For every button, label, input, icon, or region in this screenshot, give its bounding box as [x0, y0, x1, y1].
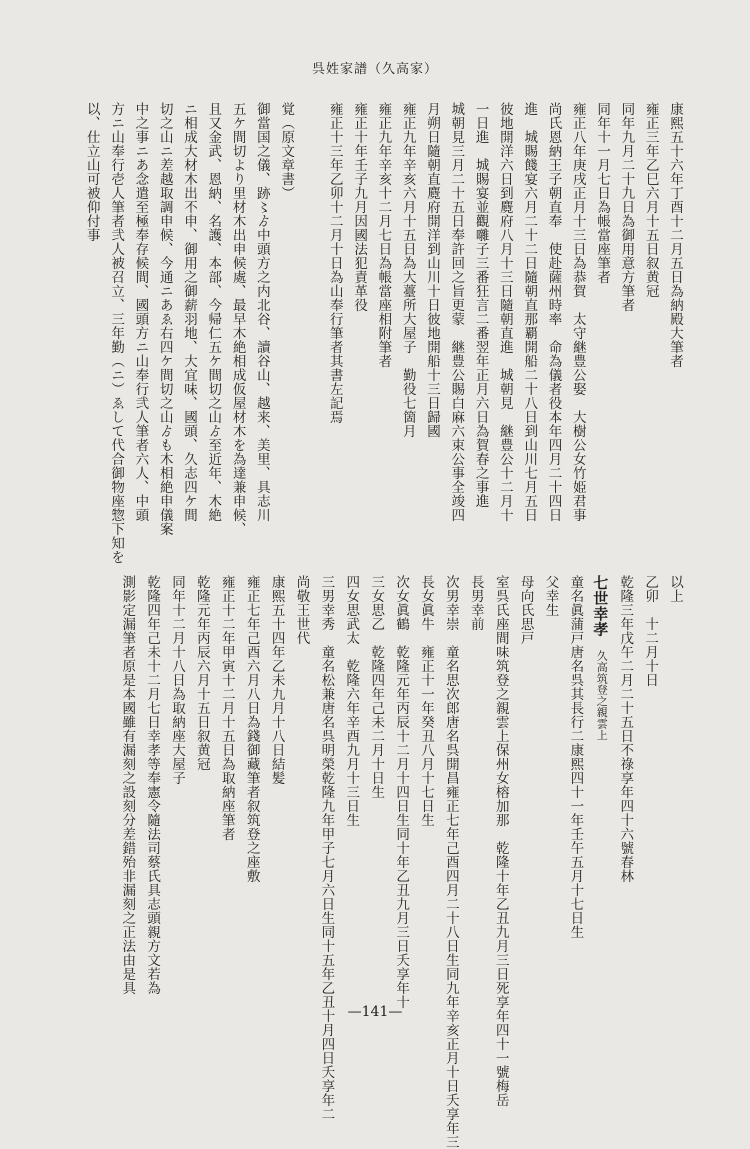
text-column: 方ニ山奉行壱人筆者弐人被召立、三年勤（ニ）ゑして代合御物座惣下知を	[108, 102, 125, 564]
text-column: 雍正八年庚戌正月十三日為恭賀 太守継豊公娶 大樹公女竹姫君事	[569, 102, 586, 522]
text-column: 雍正十二年甲寅十二月十五日為取納座筆者	[218, 575, 235, 841]
text-column: 雍正九年辛亥六月十五日為大薹所大屋子 勤役七箇月	[399, 102, 416, 438]
text-column: 雍正七年己酉六月八日為錢御藏筆者叙筑登之座敷	[243, 575, 260, 883]
text-column: 三男幸秀 童名松兼唐名呉明榮乾隆九年甲子七月六日生同十五年乙丑十月四日夭享年二	[318, 575, 335, 1121]
text-column: 切之山ニ差越取調申候、今通ニあゑ右四ケ間切之山ゟも木相絶申儀案	[156, 102, 173, 536]
text-column: 雍正十三年乙卯十二月十日為山奉行筆者其書左記焉	[326, 102, 343, 424]
text-column: 覚（原文章書）	[278, 102, 295, 200]
text-column: 雍正九年辛亥十二月七日為帳當座相附筆者	[375, 102, 392, 368]
text-column: 父幸生	[542, 575, 559, 617]
text-column: 乙卯 十二月十日	[642, 575, 659, 687]
text-column: 同年十一月七日為帳當座筆者	[594, 102, 611, 284]
page-number: —141—	[347, 1004, 403, 1020]
text-column: 雍正三年乙巳六月十五日叙黄冠	[642, 102, 659, 298]
text-column: 雍正十年壬子九月因國法犯責革役	[351, 102, 368, 312]
text-column: 中之事ニあ念遣至極奉存候間、國頭方ニ山奉行弐人筆者六人、中頭	[132, 102, 149, 522]
text-column: 尚氏恩納王子朝直奉 使赴薩州時率 命為儀者役本年四月二十四日	[545, 102, 562, 522]
text-column: 一日進 城賜宴並觀囃子三番狂言二番翌年正月六日為賀春之事進	[472, 102, 489, 508]
text-column: 室呉氏座間味筑登之親雲上保州女榕加那 乾隆十年乙丑九月三日死享年四十一號梅岳	[492, 575, 509, 1107]
running-header: 呉姓家譜（久高家）	[311, 62, 438, 77]
text-column: 五ケ間切より里材木出申候處、最早木絶相成仮屋材木を為達兼申候、	[229, 102, 246, 536]
text-column: 三女思乙 乾隆四年己未二月十日生	[368, 575, 385, 799]
text-column: 長女眞牛 雍正十一年癸丑八月十七日生	[418, 575, 434, 827]
text-column: 城朝見三月二十五日奉許回之旨更蒙 継豊公賜白麻六束公事全竣四	[448, 102, 465, 522]
text-column: 尚敬王世代	[293, 575, 310, 645]
text-column: 四女思武太 乾隆六年辛酉九月十三日生	[343, 575, 360, 827]
generation-heading-note: 久高筑登之親雲上	[595, 650, 609, 741]
text-column: 且又金武、恩納、名護、本部、今帰仁五ケ間切之山ゟ至近年、木絶	[205, 102, 222, 522]
text-column: 康熙五十六年丁酉十二月五日為納殿大筆者	[667, 102, 683, 368]
text-column: 彼地開洋六日到麑府八月十三日隨朝直進 城朝見 継豊公十二月十	[496, 102, 513, 522]
text-column: 乾隆四年己未十二月七日幸孝等奉憲令隨法司蔡氏具志頭親方文若為	[144, 575, 161, 995]
text-column: 測影定漏筆者原是本國雖有漏刻之設刻分差錯殆非漏刻之正法由是具	[119, 575, 136, 995]
text-column: 次男幸崇 童名思次郎唐名呉開昌雍正七年己酉四月二十八日生同九年辛亥正月十日夭享年三	[442, 575, 459, 1149]
text-column: 乾隆三年戊午二月二十五日不祿享年四十六號春林	[617, 575, 634, 883]
text-column: 同年十二月十八日為取納座大屋子	[169, 575, 185, 785]
text-column: 月朔日隨朝直麑府開洋到山川十日彼地開船十三日歸國	[424, 102, 440, 438]
text-column: 以上	[667, 575, 683, 603]
text-column: 進 城賜餞宴六月二十二日隨朝直那覇開船二十八日到山川七月五日	[521, 102, 538, 522]
text-column: 童名眞蒲戸唐名呉其長行二康熙四十一年壬午五月十七日生	[567, 575, 584, 939]
generation-heading: 七世幸孝	[591, 575, 610, 637]
text-column: 長男幸前	[467, 575, 484, 631]
text-column: 次女眞鶴 乾隆元年丙辰十二月十四日生同十年乙丑九月三日夭享年十	[393, 575, 410, 1009]
text-column: 御當国之儀、跡〻ゟ中頭方之内北谷、讀谷山、越来、美里、具志川	[253, 102, 270, 522]
text-column: 同年九月二十九日為御用意方筆者	[618, 102, 635, 312]
text-column: 母向氏思戸	[517, 575, 534, 645]
text-column: 以、仕立山可被仰付事	[83, 102, 100, 242]
text-column: 乾隆元年丙辰六月十五日叙黄冠	[193, 575, 210, 771]
text-column: ニ相成大材木出不申、御用之御薪羽地、大宜味、國頭、久志四ケ間	[181, 102, 197, 522]
text-column: 康熙五十四年乙未九月十八日結髪	[268, 575, 285, 785]
